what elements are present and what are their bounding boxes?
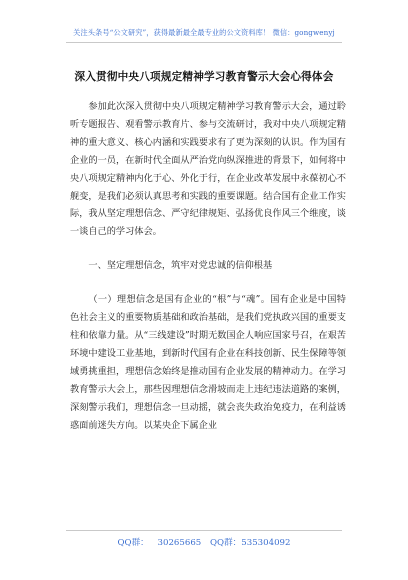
footer-divider bbox=[66, 530, 342, 531]
document-title: 深入贯彻中央八项规定精神学习教育警示大会心得体会 bbox=[74, 71, 334, 83]
body-paragraph: （一）理想信念是国有企业的“根”与“魂”。国有企业是中国特色社会主义的重要物质基础和政治基础，是我们党执政兴国的重要支柱和依靠力量。从“三线建设”时期无数国企人响应国家号召，在艰苦环境中建设工业基地，到新时代国有企业在科技创新、民生保障等领域勇挑重担，理想信念始终是推动国有企业发展的精神动力。在学习教育警示大会上，那些因理想信念滑坡而走上违纪违法道路的案例，深刻警示我们，理想信念一旦动摇，就会丧失政治免疫力，在利益诱惑面前迷失方向。以某央企下属企业 bbox=[70, 294, 346, 431]
section-heading: 一、坚定理想信念，筑牢对党忠诚的信仰根基 bbox=[88, 260, 273, 272]
header-divider bbox=[66, 42, 342, 43]
intro-paragraph: 参加此次深入贯彻中央八项规定精神学习教育警示大会，通过聆听专题报告、观看警示教育片、参与交流研讨，我对中央八项规定精神的重大意义、核心内涵和实践要求有了更为深刻的认识。作为国有企业的一员，在新时代全面从严治党向纵深推进的背景下，如何将中央八项规定精神内化于心、外化于行，在企业改革发展中永葆初心不舰变，是我们必须认真思考和实践的重要课题。结合国有企业工作实际，我从坚定理想信念、严守纪律规矩、弘扬优良作风三个维度，谈一谈自己的学习体会。 bbox=[70, 101, 346, 238]
page-header: 关注头条号“公文研究”，获得最新最全最专业的公文资料库！ 微信：gongwenyj bbox=[73, 28, 335, 37]
document-body bbox=[70, 98, 346, 434]
page-footer: QQ群： 30265665 QQ群：535304092 bbox=[117, 538, 291, 548]
